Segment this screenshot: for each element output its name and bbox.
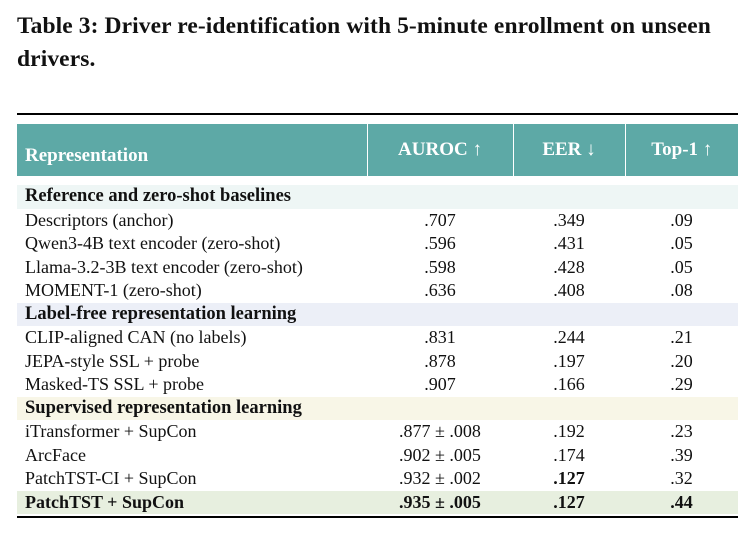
top1-cell: .05: [670, 233, 693, 253]
table-caption: Table 3: Driver re-identification with 5-minute enrollment on unseen drivers.: [17, 13, 711, 72]
eer-cell: .127: [513, 491, 625, 515]
top1-cell: .08: [670, 280, 693, 300]
auroc-cell: .935 ± .005: [367, 491, 513, 515]
row-name: JEPA-style SSL + probe: [25, 350, 200, 371]
eer-cell: .197: [553, 350, 585, 371]
section-header-baselines: [17, 185, 738, 209]
top1-cell: .09: [670, 209, 693, 230]
eer-cell: .428: [553, 256, 585, 277]
header-representation: Representation: [17, 124, 367, 176]
top1-cell: .44: [625, 491, 738, 515]
top1-cell: .05: [670, 256, 693, 277]
row-name: CLIP-aligned CAN (no labels): [25, 327, 247, 347]
top1-cell: .39: [670, 444, 693, 465]
auroc-cell: .598: [424, 256, 456, 277]
table-row: [17, 467, 738, 491]
header-top1: Top-1 ↑: [625, 124, 738, 176]
row-name: MOMENT-1 (zero-shot): [25, 280, 202, 300]
table-row: [17, 209, 738, 233]
table-row: [17, 444, 738, 468]
auroc-cell: .902 ± .005: [399, 444, 481, 465]
section-title: Reference and zero-shot baselines: [17, 185, 738, 209]
section-title: Label-free representation learning: [17, 303, 738, 327]
table-row: [17, 232, 738, 256]
eer-cell: .166: [553, 374, 585, 394]
table-row: [17, 256, 738, 280]
eer-cell: .349: [553, 209, 585, 230]
row-name: ArcFace: [25, 444, 86, 465]
auroc-cell: .707: [424, 209, 456, 230]
table-row-best: [17, 491, 738, 515]
row-name: Llama-3.2-3B text encoder (zero-shot): [25, 256, 303, 277]
table-row: [17, 373, 738, 397]
eer-cell: .174: [553, 444, 585, 465]
eer-cell-best: .127: [553, 468, 585, 488]
row-name: Qwen3-4B text encoder (zero-shot): [25, 233, 281, 253]
table-row: [17, 420, 738, 444]
row-name: PatchTST + SupCon: [17, 491, 367, 515]
section-header-supervised: [17, 397, 738, 421]
results-table: [17, 124, 738, 514]
table-row: [17, 350, 738, 374]
row-name: iTransformer + SupCon: [25, 421, 197, 441]
auroc-cell: .636: [424, 280, 456, 300]
row-name: Masked-TS SSL + probe: [25, 374, 204, 394]
table-row: [17, 326, 738, 350]
auroc-cell: .831: [424, 327, 456, 347]
section-title: Supervised representation learning: [17, 397, 738, 421]
auroc-cell: .877 ± .008: [399, 421, 481, 441]
bottom-rule: [17, 516, 738, 518]
top1-cell: .32: [670, 468, 693, 488]
section-header-label-free: [17, 303, 738, 327]
header-eer: EER ↓: [513, 124, 625, 176]
top1-cell: .23: [670, 421, 693, 441]
table-row: [17, 279, 738, 303]
eer-cell: .431: [553, 233, 585, 253]
eer-cell: .244: [553, 327, 585, 347]
row-name: PatchTST-CI + SupCon: [25, 468, 197, 488]
top1-cell: .29: [670, 374, 693, 394]
top-rule: [17, 113, 738, 115]
auroc-cell: .932 ± .002: [399, 468, 481, 488]
auroc-cell: .907: [424, 374, 456, 394]
top1-cell: .21: [670, 327, 693, 347]
auroc-cell: .878: [424, 350, 456, 371]
top1-cell: .20: [670, 350, 693, 371]
auroc-cell: .596: [424, 233, 456, 253]
header-row: [17, 124, 738, 176]
row-name: Descriptors (anchor): [25, 209, 174, 230]
eer-cell: .192: [553, 421, 585, 441]
header-auroc: AUROC ↑: [367, 124, 513, 176]
eer-cell: .408: [553, 280, 585, 300]
